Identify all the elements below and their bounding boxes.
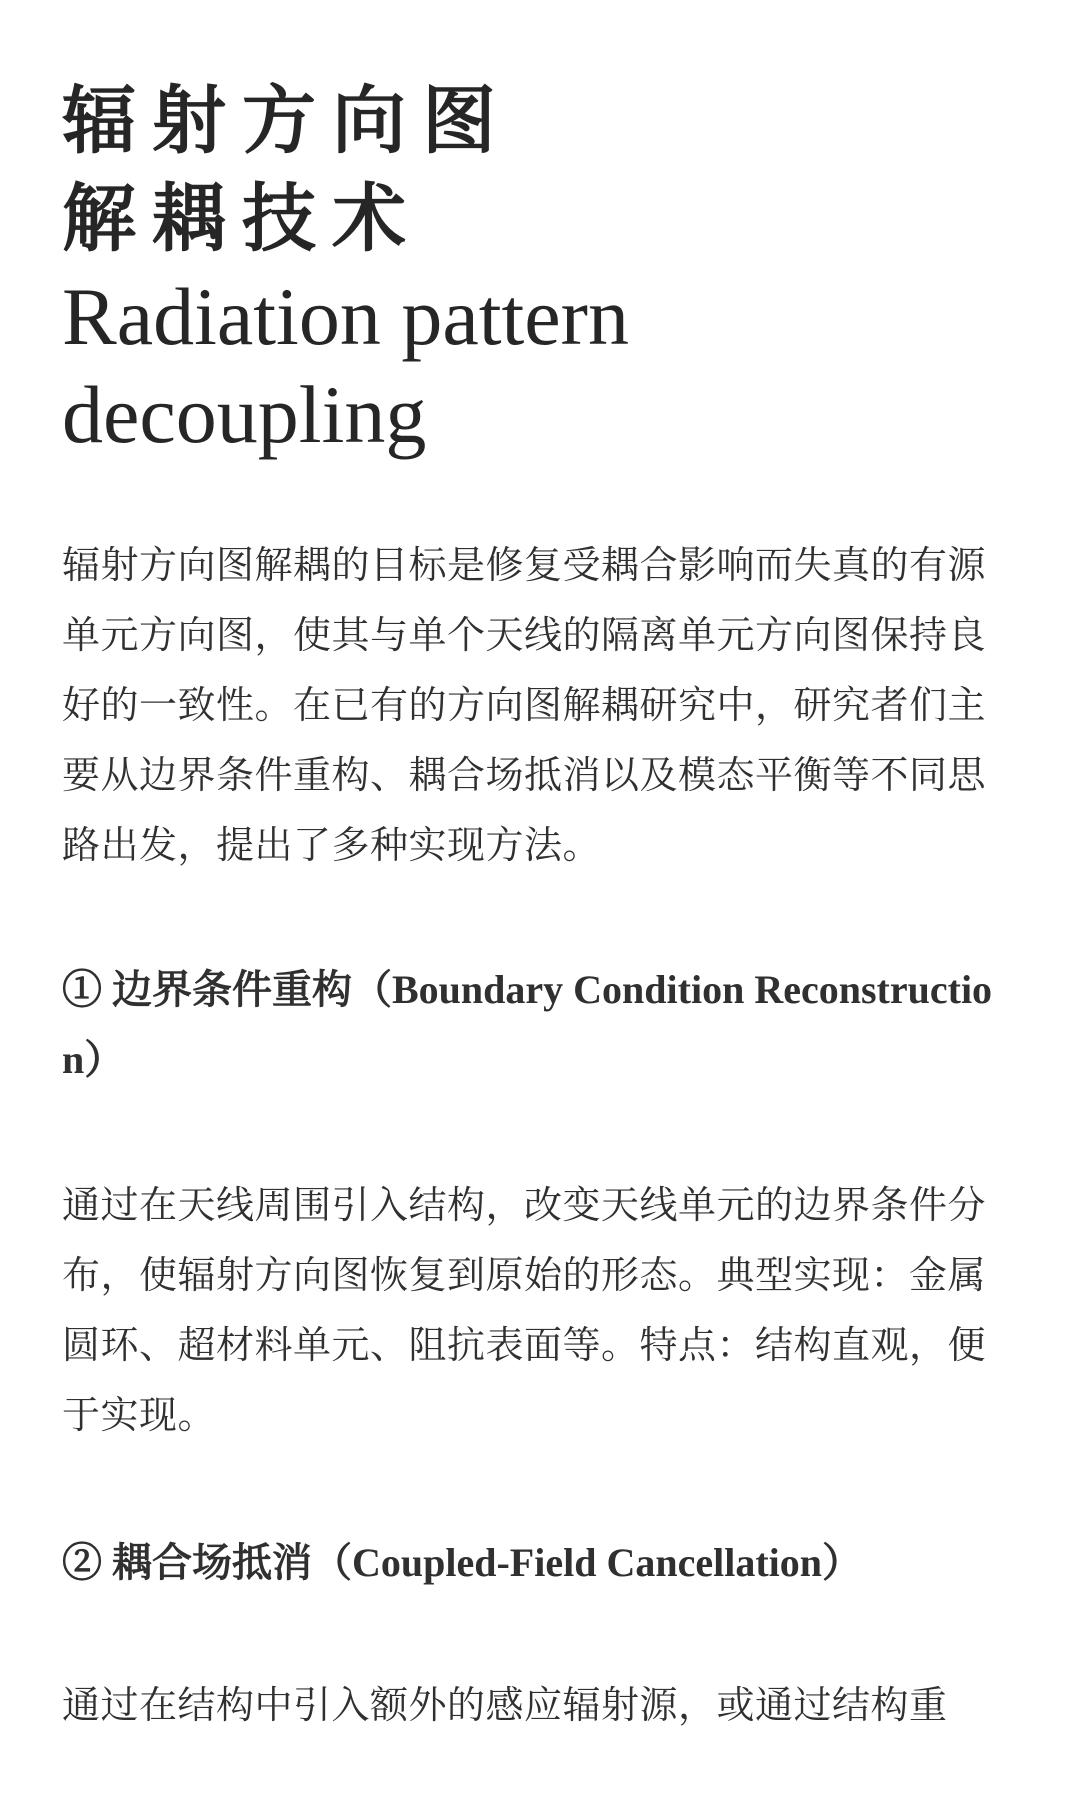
title-en-line2: decoupling bbox=[62, 369, 427, 460]
section2-paragraph: 通过在结构中引入额外的感应辐射源，或通过结构重 bbox=[62, 1683, 948, 1727]
section2-heading: ② 耦合场抵消（Coupled-Field Cancellation） bbox=[62, 1540, 863, 1585]
intro-paragraph: 辐射方向图解耦的目标是修复受耦合影响而失真的有源单元方向图，使其与单个天线的隔离单元方向图保持良好的一致性。在已有的方向图解耦研究中，研究者们主要从边界条件重构、耦合场抵消以及模态平衡等不同思路出发，提出了多种实现方法。 bbox=[62, 543, 987, 867]
section1-heading: ① 边界条件重构（Boundary Condition Reconstruction） bbox=[62, 967, 993, 1082]
title-zh-line2: 解耦技术 bbox=[62, 176, 422, 262]
title-en-line1: Radiation pattern bbox=[62, 271, 629, 362]
article-title bbox=[62, 72, 1022, 464]
title-zh-line1: 辐射方向图 bbox=[62, 78, 512, 164]
article bbox=[62, 0, 1022, 1800]
section1-paragraph: 通过在天线周围引入结构，改变天线单元的边界条件分布，使辐射方向图恢复到原始的形态。典型实现：金属圆环、超材料单元、阻抗表面等。特点：结构直观，便于实现。 bbox=[62, 1183, 987, 1437]
